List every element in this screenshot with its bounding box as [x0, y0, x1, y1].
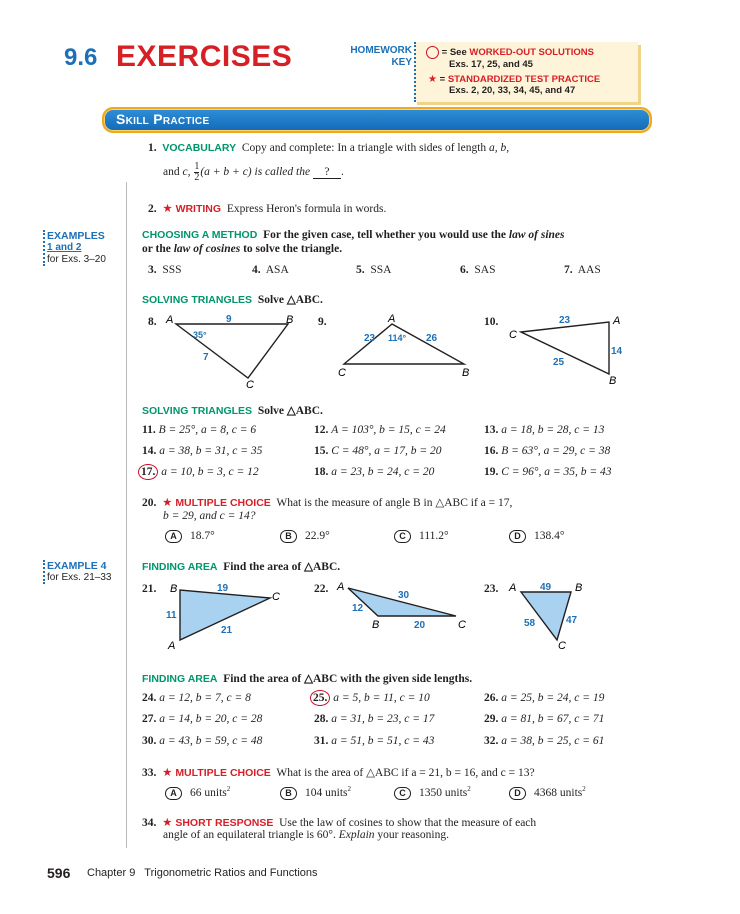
triangle-figure-10	[505, 310, 630, 385]
exercise-22-number: 22.	[314, 583, 329, 595]
side-ac-label: 58	[524, 618, 536, 629]
angle-a-label: 114°	[388, 333, 407, 343]
vertex-a-label: A	[388, 313, 396, 325]
exercise-1-line2: and c, $\frac{1}{2}$ (a + b + c) is called the ? .	[163, 161, 344, 183]
vertex-b-label: B	[609, 375, 617, 385]
choice-d[interactable]: D	[509, 787, 526, 800]
choosing-method-instructions: CHOOSING A METHOD For the given case, tell whether you would use the law of sines	[142, 229, 565, 241]
side-bc-label: 19	[217, 583, 229, 594]
finding-area-heading-2: FINDING AREA Find the area of △ABC with the given side lengths.	[142, 673, 473, 685]
triangle-figure-22	[334, 578, 474, 630]
triangle-9-shape	[344, 324, 464, 364]
side-ab-label: 26	[426, 333, 438, 344]
exercise-8-number: 8.	[148, 316, 157, 328]
side-ab-label: 11	[166, 610, 177, 621]
side-ac-label: 7	[203, 352, 209, 363]
key-standardized-exs: Exs. 2, 20, 33, 34, 45, and 47	[449, 85, 576, 96]
vertex-b-label: B	[170, 583, 178, 595]
exercise-33: 33. ★ MULTIPLE CHOICE What is the area of △ABC if a = 21, b = 16, and c = 13?	[142, 767, 535, 779]
skill-practice-banner	[102, 107, 652, 133]
side-bc-label: 20	[414, 620, 426, 630]
vertex-a-label: A	[168, 640, 176, 650]
exercise-34-line2: angle of an equilateral triangle is 60°. Explain your reasoning.	[163, 829, 449, 841]
triangle-figure-21	[164, 578, 289, 650]
exercise-20-line2: b = 29, and c = 14?	[163, 510, 256, 522]
key-worked-out-label: WORKED-OUT SOLUTIONS	[469, 47, 594, 59]
exercise-34: 34. ★ SHORT RESPONSE Use the law of cosines to show that the measure of each	[142, 817, 537, 829]
choice-c[interactable]: C	[394, 530, 411, 543]
side-ac-label: 30	[398, 590, 410, 601]
vertex-c-label: C	[246, 379, 254, 388]
example-4-tag: EXAMPLE 4 for Exs. 21–33	[47, 560, 111, 584]
exercise-21-number: 21.	[142, 583, 157, 595]
worked-out-circle: 17.	[138, 464, 158, 480]
triangle-figure-23	[505, 578, 595, 650]
vertex-a-label: A	[509, 582, 517, 594]
side-ca-label: 23	[559, 315, 571, 326]
choosing-method-line2: or the law of cosines to solve the triangle.	[142, 243, 343, 255]
choice-b[interactable]: B	[280, 787, 297, 800]
page-number: 596	[47, 865, 71, 881]
choice-a[interactable]: A	[165, 530, 182, 543]
homework-key-label: HOMEWORK KEY	[350, 45, 412, 68]
vertex-c-label: C	[272, 591, 280, 603]
vertex-a-label: A	[337, 581, 345, 593]
finding-area-heading-1: FINDING AREA Find the area of △ABC.	[142, 561, 341, 573]
chapter-title: Chapter 9 Trigonometric Ratios and Functions	[87, 867, 318, 879]
vertex-c-label: C	[338, 367, 346, 379]
finding-area-grid: 24. a = 12, b = 7, c = 8 25. a = 5, b = 11, c = 10 26. a = 25, b = 24, c = 19 27. a = 14, b = 20, c = 28 28. a = 31, b = 23, c = 17 29. a = 81, b = 67, c = 71 30. a = 43, b = 59, c = 48 31. a = 51, b = 51, c = 43 32. a = 38, b = 25, c = 61	[142, 692, 605, 747]
key-worked-out-exs: Exs. 17, 25, and 45	[449, 59, 533, 70]
vertex-c-label: C	[509, 329, 517, 341]
angle-a-label: 35°	[193, 330, 207, 340]
exercise-2: 2. ★ WRITING Express Heron's formula in words.	[148, 203, 387, 215]
solving-triangles-heading-1: SOLVING TRIANGLES Solve △ABC.	[142, 294, 323, 306]
section-number: 9.6	[64, 44, 98, 71]
solving-triangles-grid: 11. B = 25°, a = 8, c = 6 12. A = 103°, b = 15, c = 24 13. a = 18, b = 28, c = 13 14. a = 38, b = 31, c = 35 15. C = 48°, a = 17, b = 20 16. B = 63°, a = 29, c = 38 17. a = 10, b = 3, c = 12 18. a = 23, b = 24, c = 20 19. C = 96°, a = 35, b = 43	[142, 424, 642, 488]
choice-d[interactable]: D	[509, 530, 526, 543]
worked-out-circle-icon	[426, 46, 439, 59]
vertex-b-label: B	[575, 582, 583, 594]
exercise-20: 20. ★ MULTIPLE CHOICE What is the measure of angle B in △ABC if a = 17,	[142, 497, 513, 509]
vertex-b-label: B	[462, 367, 470, 379]
side-ac-label: 21	[221, 625, 233, 636]
star-icon: ★	[162, 767, 173, 779]
section-title: EXERCISES	[116, 40, 293, 73]
vertex-c-label: C	[458, 619, 466, 630]
exercise-10-number: 10.	[484, 316, 499, 328]
side-ab-label: 14	[611, 346, 623, 357]
exercise-1: 1. VOCABULARY Copy and complete: In a triangle with sides of length a, b,	[148, 142, 510, 154]
solving-triangles-heading-2: SOLVING TRIANGLES Solve △ABC.	[142, 405, 323, 417]
exercise-33-choices: A 66 units$^2$ B 104 units$^2$ C 1350 units$^2$ D 4368 units$^2$	[165, 785, 625, 801]
side-ab-label: 12	[352, 603, 364, 614]
exercise-20-choices: A 18.7° B 22.9° C 111.2° D 138.4°	[165, 530, 625, 546]
exercise-9-number: 9.	[318, 316, 327, 328]
side-ab-label: 49	[540, 582, 552, 593]
star-icon: ★	[162, 203, 173, 215]
vertex-a-label: A	[613, 315, 621, 327]
vertex-a-label: A	[166, 314, 174, 326]
triangle-figure-8	[162, 310, 302, 388]
column-divider	[126, 182, 127, 848]
vertex-c-label: C	[558, 640, 566, 650]
choice-b[interactable]: B	[280, 530, 297, 543]
vertex-b-label: B	[286, 314, 294, 326]
vertex-b-label: B	[372, 619, 380, 630]
star-icon: ★	[162, 817, 173, 829]
triangle-23-shape	[521, 592, 571, 640]
key-standardized-label: STANDARDIZED TEST PRACTICE	[447, 74, 601, 85]
triangle-figure-9	[330, 310, 475, 380]
exercise-23-number: 23.	[484, 583, 499, 595]
star-icon: ★	[162, 497, 173, 509]
examples-1-2-tag: EXAMPLES 1 and 2 for Exs. 3–20	[47, 230, 106, 266]
side-bc-label: 47	[566, 615, 578, 626]
side-ab-label: 9	[226, 314, 232, 325]
star-icon: ★	[428, 74, 437, 85]
banner-title: Skill Practice	[116, 111, 210, 127]
triangle-10-shape	[521, 322, 609, 374]
side-cb-label: 25	[553, 357, 565, 368]
choice-a[interactable]: A	[165, 787, 182, 800]
choice-c[interactable]: C	[394, 787, 411, 800]
worked-out-circle: 25.	[310, 690, 330, 706]
side-ac-label: 23	[364, 333, 376, 344]
homework-key-box: = See WORKED-OUT SOLUTIONS Exs. 17, 25, and 45 ★ = STANDARDIZED TEST PRACTICE Exs. 2, 20, 33, 34, 45, and 47	[414, 42, 638, 102]
